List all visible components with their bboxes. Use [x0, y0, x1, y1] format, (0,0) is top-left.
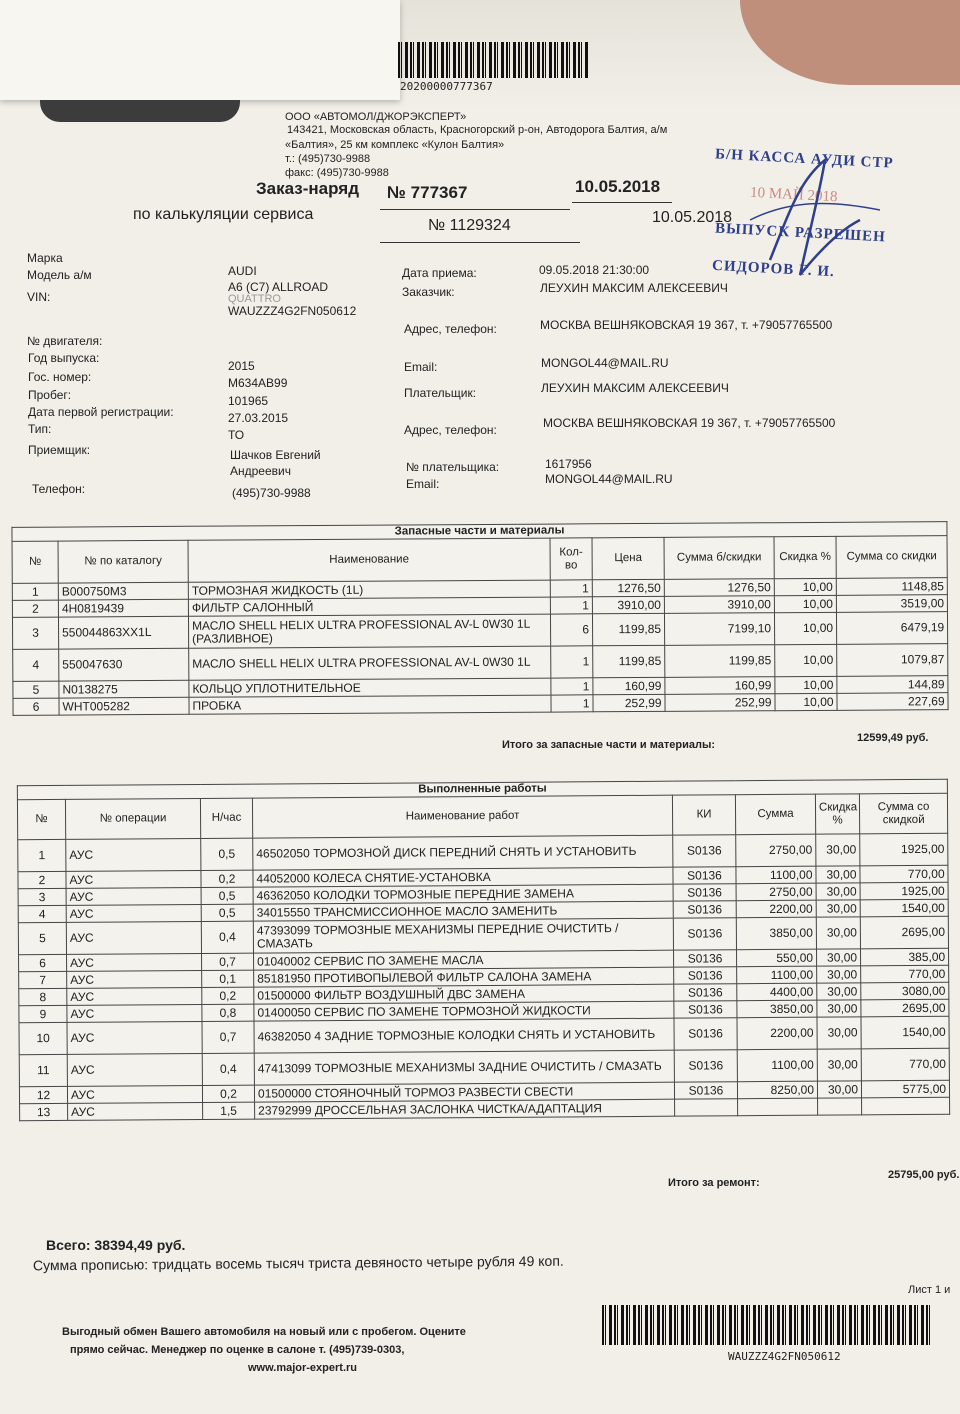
parts-total-label: Итого за запасные части и материалы:: [502, 739, 716, 751]
parts-header-6: Скидка %: [774, 536, 836, 578]
company-address-line2: «Балтия», 25 км комплекс «Кулон Балтия»: [285, 139, 505, 151]
works-cell: S0136: [673, 901, 736, 918]
parts-cell: 1: [550, 597, 592, 614]
works-cell: 385,00: [861, 948, 949, 966]
works-cell: 0,1: [202, 970, 254, 987]
parts-header-0: №: [12, 541, 58, 583]
phone-value: (495)730-9988: [232, 486, 311, 500]
engine-label: № двигателя:: [27, 334, 103, 348]
works-cell: S0136: [673, 918, 736, 950]
works-cell: 0,4: [201, 921, 253, 953]
mileage-value: 101965: [228, 394, 269, 408]
reception-date-label: Дата приема:: [402, 266, 477, 280]
parts-cell: 5: [13, 681, 59, 698]
works-cell: 30,00: [817, 949, 861, 966]
plate-label: Гос. номер:: [28, 370, 92, 384]
works-header-3: Наименование работ: [252, 795, 672, 838]
works-cell: 8: [19, 988, 67, 1005]
works-cell: 8250,00: [737, 1081, 817, 1099]
works-cell: [738, 1098, 818, 1116]
parts-header-7: Сумма со скидки: [836, 536, 947, 579]
works-cell: 44052000 КОЛЕСА СНЯТИЕ-УСТАНОВКА: [253, 867, 673, 887]
works-cell: 0,5: [201, 838, 253, 870]
parts-header-5: Сумма б/скидки: [664, 537, 774, 580]
works-cell: АУС: [66, 838, 201, 871]
promo-line1: Выгодный обмен Вашего автомобиля на новый или с пробегом. Оцените: [62, 1326, 466, 1338]
calc-number-underline: [380, 242, 580, 243]
type-value: ТО: [228, 428, 245, 442]
works-cell: 1100,00: [736, 866, 816, 884]
payer-email-value: MONGOL44@MAIL.RU: [545, 472, 673, 486]
parts-cell: 3519,00: [836, 595, 947, 613]
works-cell: 550,00: [737, 949, 817, 967]
parts-cell: N0138275: [59, 680, 189, 698]
works-cell: 4: [18, 905, 66, 922]
works-cell: 30,00: [817, 966, 861, 983]
works-cell: 30,00: [816, 883, 860, 900]
works-cell: S0136: [673, 884, 736, 901]
address-value: МОСКВА ВЕШНЯКОВСКАЯ 19 367, т. +79057765500: [540, 318, 833, 332]
works-cell: 13: [20, 1103, 68, 1120]
parts-cell: ФИЛЬТР САЛОННЫЙ: [188, 597, 550, 616]
works-cell: 01400050 СЕРВИС ПО ЗАМЕНЕ ТОРМОЗНОЙ ЖИДКОСТИ: [254, 1001, 674, 1021]
works-cell: 1,5: [203, 1102, 255, 1119]
receiver-value-line2: Андреевич: [230, 464, 291, 478]
parts-cell: КОЛЬЦО УПЛОТНИТЕЛЬНОЕ: [189, 678, 551, 697]
parts-cell: МАСЛО SHELL HELIX ULTRA PROFESSIONAL AV-L 0W30 1L (РАЗЛИВНОЕ): [188, 614, 550, 648]
payer-address-value: МОСКВА ВЕШНЯКОВСКАЯ 19 367, т. +79057765500: [543, 416, 836, 430]
parts-table: [11, 521, 948, 716]
works-cell: АУС: [68, 1102, 203, 1120]
works-cell: 2: [18, 871, 66, 888]
plate-value: М634АВ99: [228, 376, 288, 390]
works-cell: [862, 1097, 950, 1115]
works-cell: 5: [18, 922, 66, 954]
order-number-underline: [380, 209, 570, 210]
works-cell: 770,00: [861, 965, 949, 983]
order-title-label: Заказ-наряд: [256, 179, 359, 198]
parts-cell: 1276,50: [592, 579, 664, 596]
parts-cell: 10,00: [774, 595, 836, 612]
total-in-words: Сумма прописью: тридцать восемь тысяч триста девяносто четыре рубля 49 коп.: [32, 1252, 564, 1274]
works-cell: 30,00: [816, 917, 860, 949]
parts-cell: 160,99: [665, 677, 775, 695]
works-cell: S0136: [674, 1050, 737, 1082]
make-label: Марка: [27, 251, 63, 265]
receiver-value-line1: Шачков Евгений: [230, 448, 321, 462]
works-header-2: Н/час: [200, 798, 252, 838]
works-cell: 4400,00: [737, 983, 817, 1001]
parts-cell: 3910,00: [592, 596, 664, 613]
parts-cell: B000750M3: [58, 582, 188, 600]
parts-cell: 3910,00: [664, 596, 774, 614]
parts-cell: WHT005282: [59, 697, 189, 715]
works-cell: 30,00: [816, 866, 860, 883]
parts-cell: 550047630: [59, 648, 189, 681]
works-cell: 1100,00: [737, 966, 817, 984]
works-cell: S0136: [673, 867, 736, 884]
works-cell: 46382050 4 ЗАДНИЕ ТОРМОЗНЫЕ КОЛОДКИ СНЯТЬ И УСТАНОВИТЬ: [254, 1018, 674, 1053]
vin-barcode: [602, 1305, 932, 1345]
parts-cell: 10,00: [775, 676, 837, 693]
phone-label: Телефон:: [32, 482, 86, 496]
parts-cell: 1079,87: [837, 644, 948, 677]
parts-cell: 1199,85: [665, 645, 775, 678]
works-cell: 01500000 ФИЛЬТР ВОЗДУШНЫЙ ДВС ЗАМЕНА: [254, 984, 674, 1004]
parts-total-value: 12599,49 руб.: [857, 732, 929, 744]
works-cell: S0136: [674, 1082, 737, 1099]
parts-cell: 1: [551, 646, 593, 678]
works-cell: 47413099 ТОРМОЗНЫЕ МЕХАНИЗМЫ ЗАДНИЕ ОЧИСТИТЬ / СМАЗАТЬ: [254, 1050, 674, 1085]
reception-date-value: 09.05.2018 21:30:00: [539, 263, 650, 277]
address-label: Адрес, телефон:: [404, 322, 497, 336]
works-cell: 0,7: [202, 953, 254, 970]
grand-total: Всего: 38394,49 руб.: [46, 1237, 186, 1253]
stamp-date: 10 МАЙ 2018: [749, 184, 838, 206]
parts-cell: 4H0819439: [58, 599, 188, 617]
works-cell: 1100,00: [737, 1049, 817, 1082]
customer-label: Заказчик:: [402, 285, 455, 299]
works-cell: 0,8: [202, 1004, 254, 1021]
works-cell: 30,00: [817, 1081, 861, 1098]
parts-header-3: Кол-во: [550, 538, 592, 580]
email-label: Email:: [404, 360, 438, 374]
sheet-number: Лист 1 и: [908, 1284, 951, 1296]
overlapping-paper: [0, 0, 400, 100]
parts-cell: 10,00: [775, 644, 837, 676]
works-cell: 11: [19, 1054, 67, 1086]
parts-header-4: Цена: [592, 537, 664, 579]
parts-cell: 6: [13, 698, 59, 715]
promo-line3: www.major-expert.ru: [248, 1362, 358, 1374]
parts-header-1: № по каталогу: [58, 540, 188, 583]
company-address-line1: 143421, Московская область, Красногорский р-он, Автодорога Балтия, а/м: [287, 124, 668, 136]
works-cell: 1540,00: [861, 1016, 949, 1049]
works-cell: 770,00: [861, 1048, 949, 1081]
type-label: Тип:: [28, 422, 52, 436]
top-barcode: [398, 42, 588, 78]
parts-cell: 1199,85: [592, 613, 664, 645]
vin-label: VIN:: [27, 290, 51, 304]
works-cell: 30,00: [816, 900, 860, 917]
works-cell: 0,5: [201, 887, 253, 904]
works-cell: 12: [19, 1086, 67, 1103]
promo-line2: прямо сейчас. Менеджер по оценке в салоне т. (495)739-0303,: [70, 1344, 405, 1356]
works-cell: [818, 1098, 862, 1115]
works-cell: S0136: [674, 967, 737, 984]
works-table-caption: Выполненные работы: [17, 779, 947, 799]
works-header-0: №: [17, 799, 65, 839]
stamp-line3: СИДОРОВ Г. И.: [711, 257, 836, 281]
works-cell: 30,00: [817, 1017, 861, 1049]
parts-cell: 1: [550, 580, 592, 597]
model-extra-value: QUATTRO: [228, 293, 281, 305]
works-cell: 0,2: [201, 870, 253, 887]
works-cell: S0136: [673, 835, 736, 867]
works-cell: 2200,00: [737, 1017, 817, 1050]
works-cell: 770,00: [860, 865, 948, 883]
works-cell: 30,00: [817, 1049, 861, 1081]
works-cell: 46502050 ТОРМОЗНОЙ ДИСК ПЕРЕДНИЙ СНЯТЬ И УСТАНОВИТЬ: [253, 835, 673, 870]
receiver-label: Приемщик:: [28, 443, 91, 457]
works-table: [17, 779, 950, 1121]
company-fax: факс: (495)730-9988: [285, 167, 389, 179]
works-header-6: Скидка %: [815, 794, 859, 834]
parts-cell: 6479,19: [836, 612, 947, 645]
parts-cell: 4: [13, 649, 59, 681]
works-cell: 0,5: [201, 904, 253, 921]
works-cell: 0,2: [202, 987, 254, 1004]
works-cell: 34015550 ТРАНСМИССИОННОЕ МАСЛО ЗАМЕНИТЬ: [253, 901, 673, 921]
vin-value: WAUZZZ4G2FN050612: [228, 304, 357, 318]
works-cell: АУС: [67, 1085, 202, 1103]
company-name: ООО «АВТОМОЛ/ДЖОРЭКСПЕРТ»: [285, 111, 467, 123]
works-cell: АУС: [67, 970, 202, 988]
parts-cell: 10,00: [774, 612, 836, 644]
mileage-label: Пробег:: [28, 388, 72, 402]
works-cell: 47393099 ТОРМОЗНЫЕ МЕХАНИЗМЫ ПЕРЕДНИЕ ОЧИСТИТЬ / СМАЗАТЬ: [253, 918, 673, 953]
works-cell: 2200,00: [736, 900, 816, 918]
works-cell: 0,2: [202, 1085, 254, 1102]
works-cell: 7: [19, 971, 67, 988]
parts-cell: 1: [551, 678, 593, 695]
first-reg-value: 27.03.2015: [228, 411, 289, 425]
works-cell: 23792999 ДРОССЕЛЬНАЯ ЗАСЛОНКА ЧИСТКА/АДАПТАЦИЯ: [255, 1099, 675, 1119]
parts-cell: 1148,85: [836, 578, 947, 596]
works-cell: АУС: [67, 1053, 202, 1086]
works-cell: 0,7: [202, 1021, 254, 1053]
parts-header-2: Наименование: [188, 538, 550, 582]
works-total-label: Итого за ремонт:: [668, 1177, 760, 1189]
parts-cell: 1: [551, 695, 593, 712]
works-cell: 3080,00: [861, 982, 949, 1000]
works-cell: АУС: [67, 987, 202, 1005]
parts-cell: 550044863XX1L: [58, 616, 188, 649]
works-cell: 1925,00: [860, 882, 948, 900]
model-label: Модель а/м: [27, 268, 92, 282]
payer-value: ЛЕУХИН МАКСИМ АЛЕКСЕЕВИЧ: [541, 381, 729, 395]
works-cell: 1925,00: [860, 833, 948, 866]
works-cell: 2695,00: [860, 916, 948, 949]
works-cell: S0136: [674, 1018, 737, 1050]
parts-cell: 1276,50: [664, 579, 774, 597]
works-cell: АУС: [66, 904, 201, 922]
parts-cell: 252,99: [593, 694, 665, 711]
works-total-value: 25795,00 руб.: [888, 1169, 960, 1181]
works-cell: 30,00: [817, 1000, 861, 1017]
works-cell: 3850,00: [736, 917, 816, 950]
year-label: Год выпуска:: [28, 351, 100, 365]
first-reg-label: Дата первой регистрации:: [28, 405, 174, 419]
order-date-underline: [572, 202, 672, 203]
works-cell: S0136: [674, 950, 737, 967]
stamp-line2: ВЫПУСК РАЗРЕШЕН: [714, 220, 887, 246]
brand-logo: [40, 100, 240, 122]
works-header-5: Сумма: [735, 794, 815, 835]
parts-cell: 6: [550, 614, 592, 646]
customer-value: ЛЕУХИН МАКСИМ АЛЕКСЕЕВИЧ: [540, 281, 728, 295]
works-header-4: КИ: [672, 795, 735, 835]
parts-cell: ПРОБКА: [189, 695, 551, 714]
works-cell: 10: [19, 1022, 67, 1054]
works-cell: 01500000 СТОЯНОЧНЫЙ ТОРМОЗ РАЗВЕСТИ СВЕСТИ: [254, 1082, 674, 1102]
calc-number: № 1129324: [428, 217, 511, 234]
works-cell: АУС: [66, 921, 201, 954]
signature-mark: [730, 150, 890, 290]
email-value: MONGOL44@MAIL.RU: [541, 356, 669, 370]
parts-cell: ТОРМОЗНАЯ ЖИДКОСТЬ (1L): [188, 580, 550, 599]
works-cell: АУС: [67, 953, 202, 971]
works-cell: 30,00: [817, 983, 861, 1000]
works-cell: 2750,00: [736, 883, 816, 901]
model-value: A6 (C7) ALLROAD: [228, 280, 329, 294]
works-cell: АУС: [66, 870, 201, 888]
payer-address-label: Адрес, телефон:: [404, 423, 497, 437]
order-date: 10.05.2018: [575, 177, 661, 196]
parts-cell: 3: [12, 617, 58, 649]
works-cell: 1540,00: [860, 899, 948, 917]
parts-cell: 10,00: [775, 693, 837, 710]
payer-no-value: 1617956: [545, 457, 592, 471]
parts-cell: 7199,10: [664, 613, 774, 646]
works-cell: 9: [19, 1005, 67, 1022]
payer-no-label: № плательщика:: [406, 460, 500, 474]
works-cell: S0136: [674, 984, 737, 1001]
works-cell: 85181950 ПРОТИВОПЫЛЕВОЙ ФИЛЬТР САЛОНА ЗАМЕНА: [254, 967, 674, 987]
stamp-line1: Б/Н КАССА АУДИ СТР: [714, 146, 895, 172]
payer-label: Плательщик:: [404, 386, 477, 400]
parts-cell: 252,99: [665, 694, 775, 712]
works-cell: АУС: [67, 1021, 202, 1054]
parts-cell: 2: [12, 600, 58, 617]
works-cell: 01040002 СЕРВИС ПО ЗАМЕНЕ МАСЛА: [254, 950, 674, 970]
works-cell: S0136: [674, 1001, 737, 1018]
parts-cell: 144,89: [837, 676, 948, 694]
parts-cell: 227,69: [837, 693, 948, 711]
parts-cell: 10,00: [774, 578, 836, 595]
parts-table-caption: Запасные части и материалы: [12, 522, 947, 542]
order-number: № 777367: [387, 183, 468, 202]
works-header-7: Сумма со скидкой: [859, 793, 947, 834]
top-barcode-number: 20200000777367: [400, 80, 493, 93]
works-cell: 0,4: [202, 1053, 254, 1085]
calc-label: по калькуляции сервиса: [133, 206, 314, 223]
works-cell: 46362050 КОЛОДКИ ТОРМОЗНЫЕ ПЕРЕДНИЕ ЗАМЕНА: [253, 884, 673, 904]
parts-cell: 1: [12, 583, 58, 600]
works-cell: 1: [18, 839, 66, 871]
make-value: AUDI: [228, 264, 257, 278]
works-cell: 2695,00: [861, 999, 949, 1017]
works-cell: 6: [19, 954, 67, 971]
parts-cell: 1199,85: [593, 645, 665, 677]
parts-cell: 160,99: [593, 677, 665, 694]
works-cell: 3: [18, 888, 66, 905]
vin-barcode-text: WAUZZZ4G2FN050612: [728, 1350, 841, 1363]
works-header-1: № операции: [65, 798, 200, 839]
works-cell: 3850,00: [737, 1000, 817, 1018]
payer-email-label: Email:: [406, 477, 440, 491]
works-cell: АУС: [66, 887, 201, 905]
works-cell: [675, 1099, 738, 1116]
works-cell: АУС: [67, 1004, 202, 1022]
company-phone: т.: (495)730-9988: [285, 153, 371, 165]
works-cell: 30,00: [816, 834, 860, 866]
year-value: 2015: [228, 359, 255, 373]
works-cell: 2750,00: [736, 834, 816, 867]
works-cell: 5775,00: [861, 1080, 949, 1098]
calc-date: 10.05.2018: [652, 209, 733, 226]
parts-cell: МАСЛО SHELL HELIX ULTRA PROFESSIONAL AV-L 0W30 1L: [189, 646, 551, 680]
